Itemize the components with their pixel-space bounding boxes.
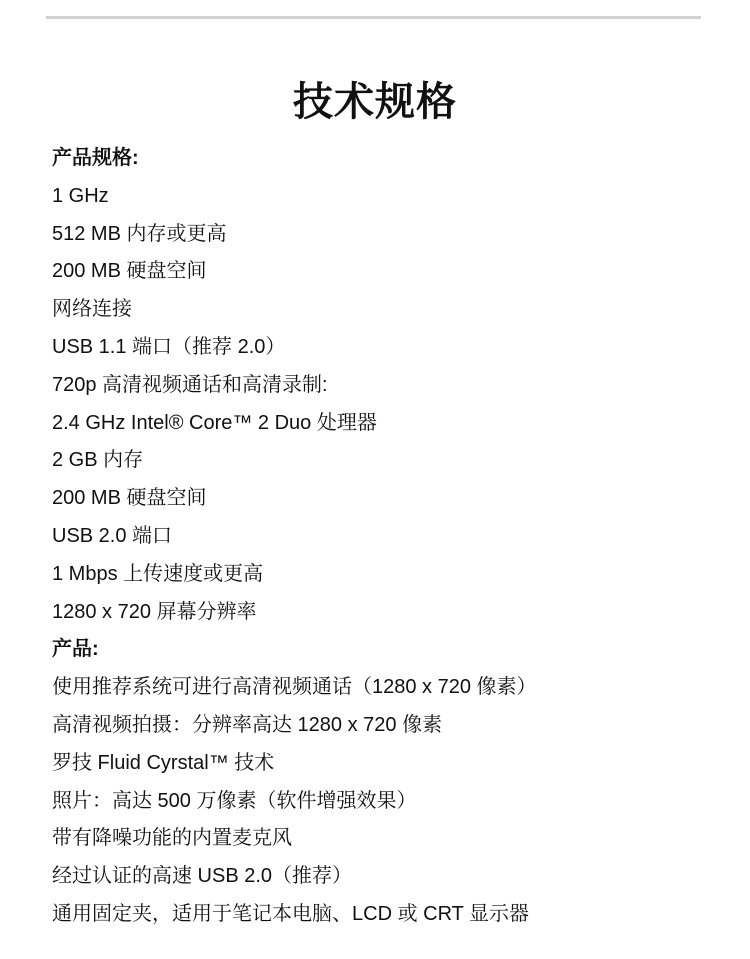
spec-line: USB 2.0 端口 <box>52 524 173 547</box>
spec-line: 1 GHz <box>52 184 109 207</box>
spec-line: 200 MB 硬盘空间 <box>52 260 207 283</box>
section-heading: 产品: <box>52 638 99 661</box>
spec-list <box>52 140 537 934</box>
spec-line: 200 MB 硬盘空间 <box>52 487 207 510</box>
spec-line: 经过认证的高速 USB 2.0（推荐） <box>52 865 353 888</box>
spec-line: 网络连接 <box>52 298 132 321</box>
spec-line: 720p 高清视频通话和高清录制: <box>52 373 328 396</box>
spec-line: 高清视频拍摄：分辨率高达 1280 x 720 像素 <box>52 713 443 736</box>
spec-line: 照片：高达 500 万像素（软件增强效果） <box>52 789 417 812</box>
section-heading: 产品规格: <box>52 147 139 169</box>
spec-line: 1280 x 720 屏幕分辨率 <box>52 600 257 623</box>
spec-line: 通用固定夹，适用于笔记本电脑、LCD 或 CRT 显示器 <box>52 902 530 925</box>
top-divider <box>46 16 701 19</box>
spec-line: 2 GB 内存 <box>52 449 144 472</box>
spec-line: 罗技 Fluid Cyrstal™ 技术 <box>52 751 275 774</box>
spec-line: 带有降噪功能的内置麦克风 <box>52 827 292 850</box>
spec-line: USB 1.1 端口（推荐 2.0） <box>52 335 286 358</box>
spec-line: 1 Mbps 上传速度或更高 <box>52 562 264 585</box>
spec-line: 使用推荐系统可进行高清视频通话（1280 x 720 像素） <box>52 676 537 699</box>
spec-line: 2.4 GHz Intel® Core™ 2 Duo 处理器 <box>52 411 377 434</box>
page-title: 技术规格 <box>293 79 457 124</box>
spec-line: 512 MB 内存或更高 <box>52 222 227 245</box>
